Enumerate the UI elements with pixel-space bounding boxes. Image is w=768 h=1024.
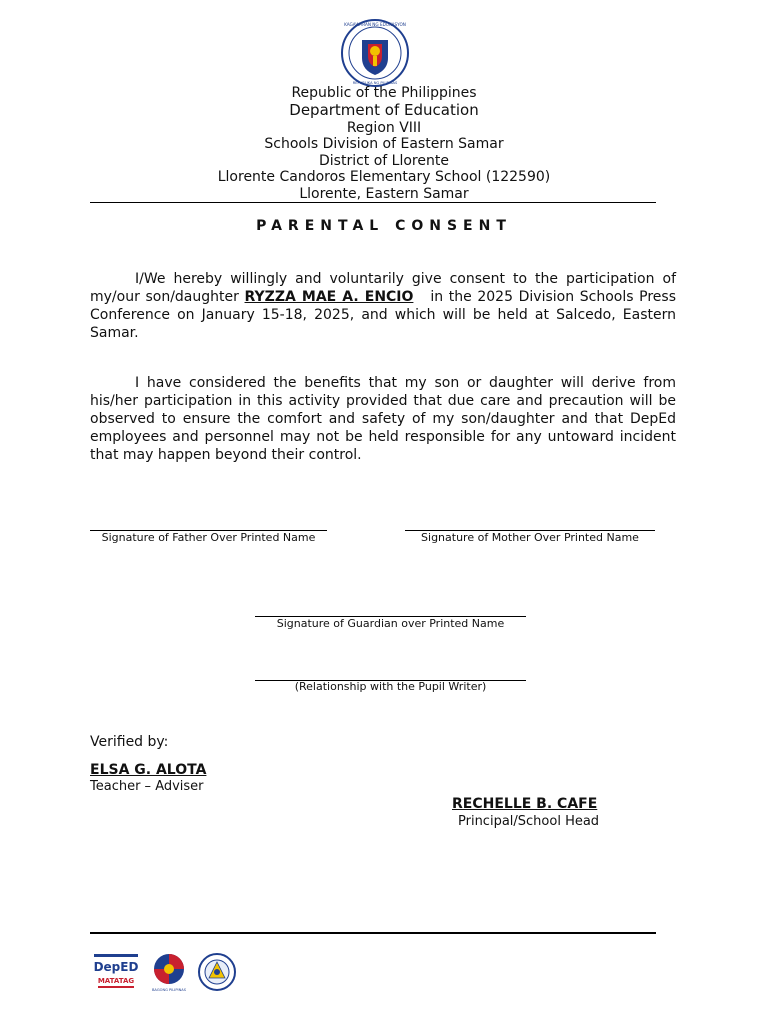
matatag-text: MATATAG bbox=[97, 977, 135, 985]
guardian-signature-label: Signature of Guardian over Printed Name bbox=[276, 617, 505, 630]
school-head-name: RECHELLE B. CAFE bbox=[452, 796, 598, 812]
header-school: Llorente Candoros Elementary School (122590) bbox=[217, 169, 551, 185]
bagong-pilipinas-text: BAGONG PILIPINAS bbox=[151, 988, 187, 992]
verified-by-label: Verified by: bbox=[90, 734, 169, 750]
consent-paragraph bbox=[90, 270, 681, 342]
footer-divider bbox=[90, 932, 656, 934]
adviser-name: ELSA G. ALOTA bbox=[90, 762, 207, 778]
header-address: Llorente, Eastern Samar bbox=[299, 186, 469, 202]
seal-bottom-text: REPUBLIKA NG PILIPINAS bbox=[352, 81, 398, 85]
deped-matatag-logo bbox=[92, 952, 140, 992]
header-divider bbox=[90, 202, 656, 203]
header-department: Department of Education bbox=[289, 101, 479, 119]
header-region: Region VIII bbox=[346, 120, 422, 136]
relationship-label: (Relationship with the Pupil Writer) bbox=[294, 680, 487, 693]
pupil-name: RYZZA MAE A. ENCIO bbox=[244, 289, 414, 305]
paragraph1-after: in the 2025 Division Schools Press Conference on January 15-18, 2025, and which will be held at Salcedo, Eastern Samar. bbox=[90, 289, 681, 341]
school-head-role: Principal/School Head bbox=[458, 814, 600, 829]
paragraph2-text: I have considered the benefits that my son or daughter will derive from his/her participation in this activity provided that due care and precaution will be observed to ensure the comfort and safety of my son/daughter and that DepEd employees and personnel may not be held responsible for any untoward incident that may happen beyond their control. bbox=[90, 375, 676, 463]
adviser-role: Teacher – Adviser bbox=[90, 779, 204, 794]
mother-signature-label: Signature of Mother Over Printed Name bbox=[421, 531, 639, 544]
bagong-pilipinas-logo bbox=[148, 952, 190, 992]
header-district: District of Llorente bbox=[319, 153, 449, 169]
father-signature-label: Signature of Father Over Printed Name bbox=[101, 531, 316, 544]
deped-seal-logo bbox=[340, 18, 410, 88]
header-republic: Republic of the Philippines bbox=[291, 85, 477, 101]
seal-top-text: KAGAWARAN NG EDUKASYON bbox=[344, 22, 406, 27]
header-division: Schools Division of Eastern Samar bbox=[264, 136, 504, 152]
division-seal-logo bbox=[196, 952, 238, 992]
paragraph1-before: I/We hereby willingly and voluntarily give consent to the participation of my/our son/daughter bbox=[90, 271, 676, 305]
deped-logo-text: DepED bbox=[93, 960, 139, 974]
benefits-paragraph bbox=[90, 374, 676, 464]
document-title: PARENTAL CONSENT bbox=[256, 218, 512, 234]
